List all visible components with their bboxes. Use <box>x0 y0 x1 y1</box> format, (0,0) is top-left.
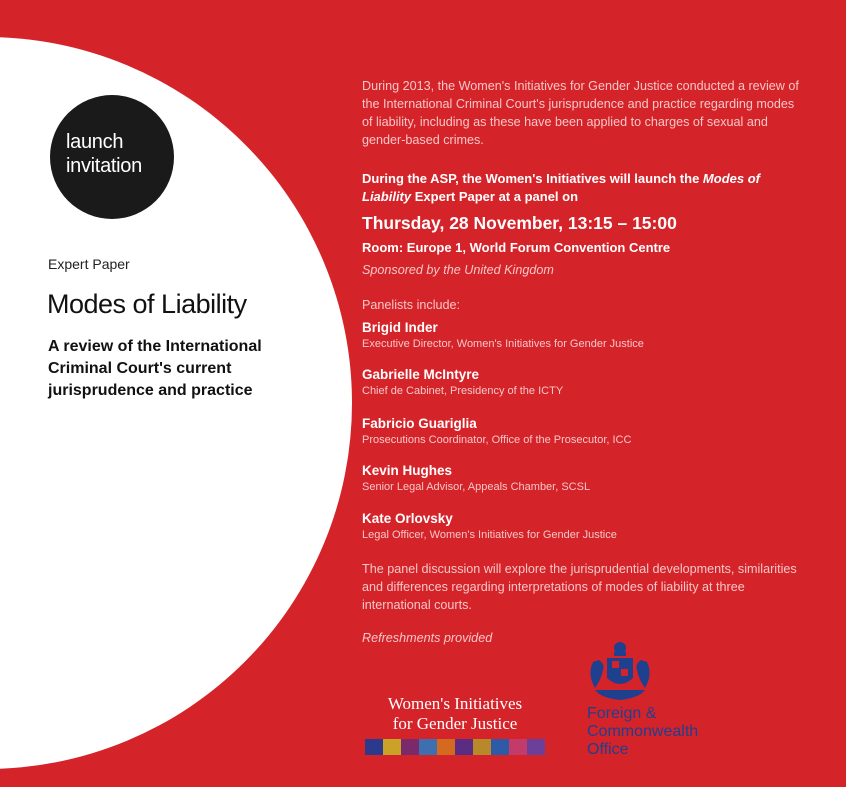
panelist-name: Brigid Inder <box>362 320 438 335</box>
closing-paragraph: The panel discussion will explore the jurisprudential developments, similarities and differences regarding interpretations of modes of liability at three international courts. <box>362 562 797 612</box>
launch-invitation-badge <box>50 95 174 219</box>
fco-logo-line-2: Commonwealth <box>587 723 699 740</box>
paper-title: Modes of Liability <box>47 289 247 319</box>
pattern-swatch <box>491 739 509 755</box>
pattern-swatch <box>527 739 545 755</box>
pattern-swatch <box>383 739 401 755</box>
launch-paper-name: Modes of Liability <box>362 171 760 204</box>
panelist-name: Kevin Hughes <box>362 463 453 478</box>
event-datetime: Thursday, 28 November, 13:15 – 15:00 <box>362 213 677 233</box>
panelist-role: Prosecutions Coordinator, Office of the Prosecutor, ICC <box>362 434 632 446</box>
panelist-role: Chief de Cabinet, Presidency of the ICTY <box>362 385 564 397</box>
fco-logo-line-3: Office <box>587 741 629 758</box>
pattern-swatch <box>419 739 437 755</box>
wigj-logo-line-2: for Gender Justice <box>392 714 518 733</box>
launch-text-1: During the ASP, the Women's Initiatives will launch the <box>362 171 700 186</box>
panelist-role: Legal Officer, Women's Initiatives for Gender Justice <box>362 529 617 541</box>
pattern-swatch <box>509 739 527 755</box>
launch-text-2: Expert Paper at a panel on <box>414 189 579 204</box>
panelists-heading: Panelists include: <box>362 298 461 312</box>
panelist-role: Executive Director, Women's Initiatives for Gender Justice <box>362 338 644 350</box>
fco-logo-line-1: Foreign & <box>587 705 657 722</box>
pattern-swatch <box>473 739 491 755</box>
intro-paragraph: During 2013, the Women's Initiatives for Gender Justice conducted a review of the International Criminal Court's jurisprudence and practice regarding modes of liability, including as these have been applied to charges of sexual and gender-based crimes. <box>362 79 799 147</box>
badge-line-1: launch <box>66 131 124 153</box>
panelist-role: Senior Legal Advisor, Appeals Chamber, SCSL <box>362 481 591 493</box>
panelist-item <box>362 366 808 399</box>
launch-announcement <box>362 170 808 206</box>
pattern-swatch <box>437 739 455 755</box>
royal-coat-of-arms-icon <box>583 640 657 704</box>
refreshments-note: Refreshments provided <box>362 631 493 645</box>
panelist-name: Gabrielle McIntyre <box>362 367 480 382</box>
series-label: Expert Paper <box>48 256 130 272</box>
wigj-logo-line-1: Women's Initiatives <box>387 694 523 713</box>
panelist-item <box>362 415 808 448</box>
panelist-name: Fabricio Guariglia <box>362 416 477 431</box>
fco-logo-text <box>587 705 698 759</box>
event-room: Room: Europe 1, World Forum Convention Centre <box>362 240 671 255</box>
pattern-swatch <box>401 739 419 755</box>
panelist-item <box>362 462 808 495</box>
pattern-swatch <box>455 739 473 755</box>
paper-subtitle: A review of the International Criminal Court's current jurisprudence and practice <box>48 338 262 399</box>
event-sponsor: Sponsored by the United Kingdom <box>362 263 554 277</box>
pattern-swatch <box>365 739 383 755</box>
wigj-logo <box>365 694 545 734</box>
panelist-name: Kate Orlovsky <box>362 511 453 526</box>
panelist-item <box>362 319 808 352</box>
panelist-item <box>362 510 808 543</box>
wigj-pattern-strip <box>365 739 545 755</box>
badge-line-2: invitation <box>66 155 142 177</box>
